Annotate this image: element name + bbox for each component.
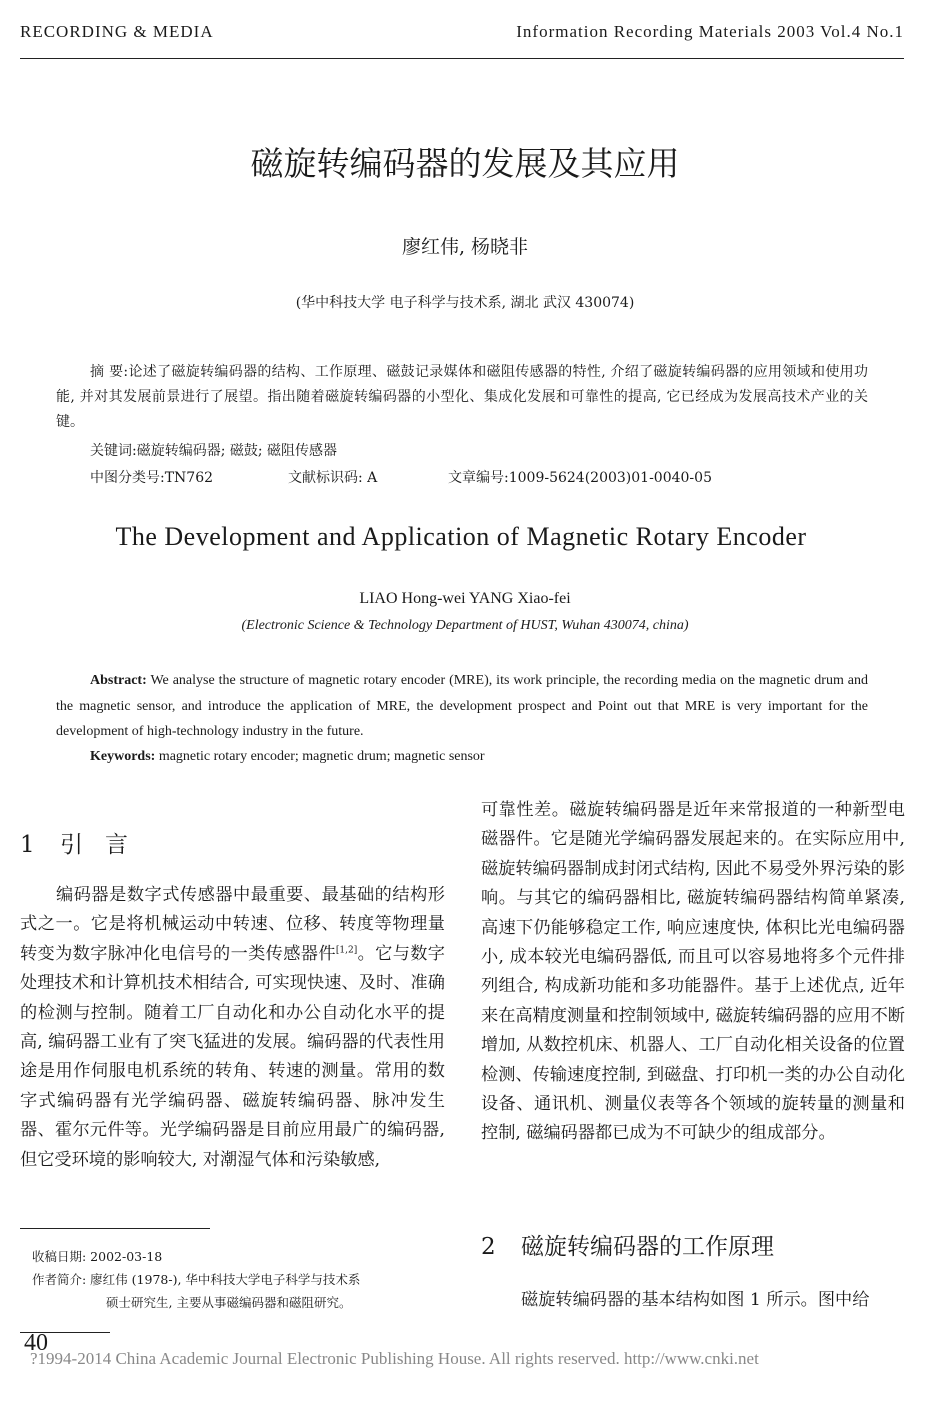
- paper-title-en: The Development and Application of Magnetic Rotary Encoder: [115, 522, 807, 551]
- authors-cn: 廖红伟, 杨晓非: [401, 236, 529, 258]
- keywords-en-label: Keywords:: [90, 749, 156, 764]
- affiliation-en: (Electronic Science & Technology Department of HUST, Wuhan 430074, china): [241, 618, 689, 633]
- left-column: [20, 881, 445, 1175]
- copyright-watermark: ?1994-2014 China Academic Journal Electronic Publishing House. All rights reserved. http://www.cnki.net: [30, 1349, 759, 1368]
- section-1-paragraph: 编码器是数字式传感器中最重要、最基础的结构形式之一。它是将机械运动中转速、位移、转度等物理量转变为数字脉冲化电信号的一类传感器件[1,2]。它与数字处理技术和计算机技术相结合, 可实现快速、及时、准确的检测与控制。随着工厂自动化和办公自动化水平的提高, 编码器工业有了突飞猛进的发展。编码器的代表性用途是用作伺服电机系统的转角、转速的测量。常用的数字式编码器有光学编码器、磁旋转编码器、脉冲发生器、霍尔元件等。光学编码器是目前应用最广的编码器, 但它受环境的影响较大, 对潮湿气体和污染敏感,: [20, 885, 445, 1170]
- abstract-cn: 摘 要:论述了磁旋转编码器的结构、工作原理、磁鼓记录媒体和磁阻传感器的特性, 介绍了磁旋转编码器的应用领域和使用功能, 并对其发展前景进行了展望。指出随着磁旋转编码器的小型化、集成化发展和可靠性的提高, 它已经成为发展高技术产业的关键。: [56, 364, 868, 430]
- footnote-author-bio: 作者简介: 廖红伟 (1978-), 华中科技大学电子科学与技术系: [32, 1272, 361, 1287]
- section-2-title: 磁旋转编码器的工作原理: [521, 1234, 774, 1260]
- keywords-cn: 关键词:磁旋转编码器; 磁鼓; 磁阻传感器: [90, 443, 338, 459]
- footnote-author-bio-cont: 硕士研究生, 主要从事磁编码器和磁阻研究。: [106, 1295, 352, 1310]
- running-header-left: RECORDING & MEDIA: [20, 22, 214, 41]
- section-1-title: 引言: [60, 832, 150, 858]
- affiliation-cn: (华中科技大学 电子科学与技术系, 湖北 武汉 430074): [295, 295, 635, 311]
- article-number: 文章编号:1009-5624(2003)01-0040-05: [448, 470, 712, 486]
- authors-en: LIAO Hong-wei YANG Xiao-fei: [359, 590, 571, 607]
- abstract-en: [56, 668, 868, 745]
- section-1-number: 1: [20, 832, 35, 858]
- section-1-heading: [20, 826, 150, 859]
- section-2-paragraph: 磁旋转编码器的基本结构如图 1 所示。图中给: [521, 1290, 870, 1310]
- running-header-right: Information Recording Materials 2003 Vol.4 No.1: [516, 22, 904, 41]
- abstract-en-label: Abstract:: [90, 673, 147, 688]
- section-2-number: 2: [481, 1234, 496, 1260]
- header-rule: [20, 58, 904, 59]
- section-2-heading: [481, 1228, 774, 1261]
- footnote-rule: [20, 1228, 210, 1229]
- keywords-en: [90, 749, 485, 765]
- right-column-paragraph: 可靠性差。磁旋转编码器是近年来常报道的一种新型电磁器件。它是随光学编码器发展起来的。在实际应用中, 磁旋转编码器制成封闭式结构, 因此不易受外界污染的影响。与其它的编码器相比, 磁旋转编码器结构简单紧凑, 高速下仍能够稳定工作, 响应速度快, 体积比光电编码器小, 成本较光电编码器低, 而且可以容易地将多个元件排列组合, 构成新功能和多功能器件。基于上述优点, 近年来在高精度测量和控制领域中, 磁旋转编码器的应用不断增加, 从数控机床、机器人、工厂自动化相关设备的位置检测、传输速度控制, 到磁盘、打印机一类的办公自动化设备、通讯机、测量仪表等各个领域的旋转量的测量和控制, 磁编码器都已成为不可缺少的组成部分。: [481, 800, 905, 1144]
- abstract-en-text: We analyse the structure of magnetic rotary encoder (MRE), its work principle, the recording media on the magnetic drum and the magnetic sensor, and introduce the application of MRE, the development prospect and Point out that MRE is very important for the development of high-technology industry in the future.: [56, 673, 868, 739]
- keywords-en-text: magnetic rotary encoder; magnetic drum; magnetic sensor: [155, 749, 485, 764]
- footnote-received-date: 收稿日期: 2002-03-18: [32, 1249, 163, 1264]
- page-number: 40: [24, 1330, 48, 1356]
- paper-title-cn: 磁旋转编码器的发展及其应用: [250, 144, 680, 183]
- classification-info: [56, 466, 902, 491]
- classification-number: 中图分类号:TN762: [90, 470, 214, 486]
- document-code: 文献标识码: A: [288, 470, 378, 486]
- citation: [1,2]: [335, 945, 358, 956]
